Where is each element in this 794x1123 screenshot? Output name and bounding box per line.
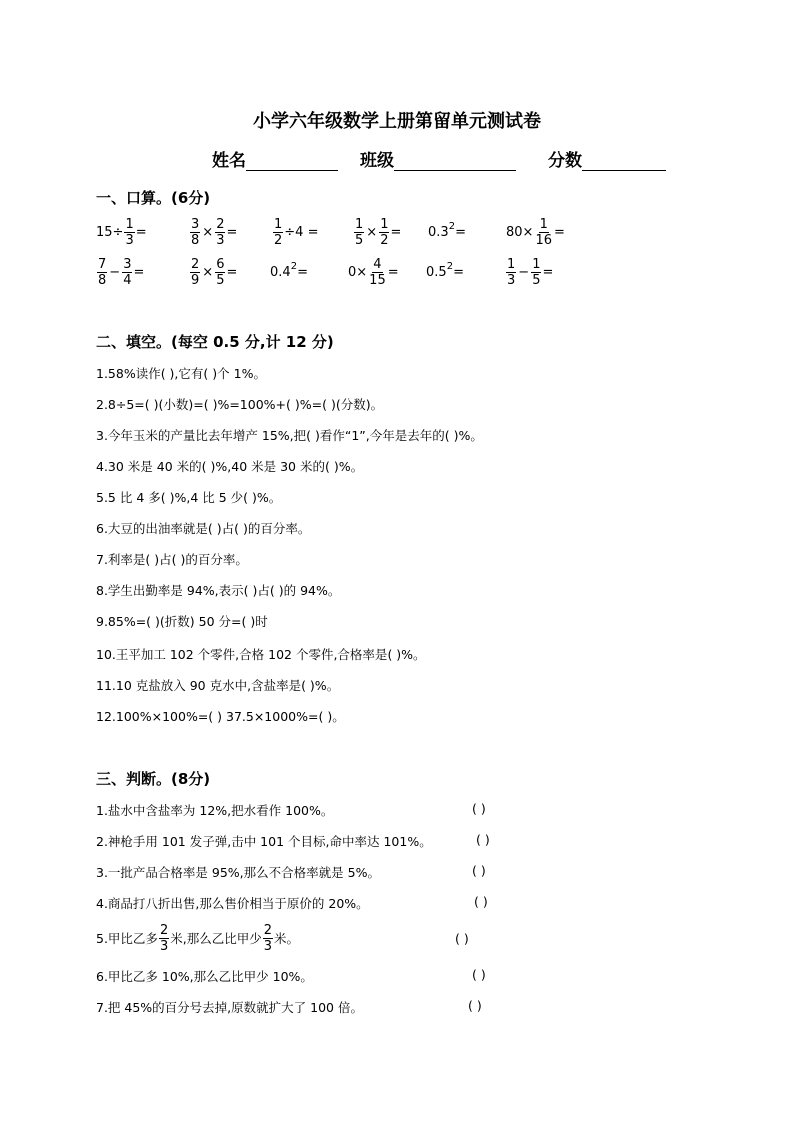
name-label: 姓名	[212, 151, 246, 171]
fill-item: 9.85%=( )(折数) 50 分=( )时	[96, 614, 268, 629]
name-blank[interactable]	[246, 152, 338, 171]
judge-item: 4.商品打八折出售,那么售价相当于原价的 20%。	[96, 896, 369, 911]
judge-item: 3.一批产品合格率是 95%,那么不合格率就是 5%。	[96, 865, 380, 880]
score-blank[interactable]	[582, 152, 666, 171]
calc-item: $\frac{1}{5}$ × $\frac{1}{2}$ =	[355, 216, 402, 248]
calc-item: $\frac{2}{9}$ × $\frac{6}{5}$ =	[191, 256, 238, 288]
section1-heading: 一、口算。(6分)	[96, 189, 211, 207]
page-title: 小学六年级数学上册第留单元测试卷	[253, 111, 541, 132]
name-field[interactable]	[212, 146, 338, 171]
fill-item: 5.5 比 4 多( )%,4 比 5 少( )%。	[96, 490, 282, 505]
fill-item: 12.100%×100%=( ) 37.5×1000%=( )。	[96, 709, 345, 724]
answer-blank[interactable]: ( )	[472, 967, 486, 982]
judge-item: 2.神枪手用 101 发子弹,击中 101 个目标,命中率达 101%。	[96, 834, 432, 849]
answer-blank[interactable]: ( )	[472, 801, 486, 816]
fill-item: 11.10 克盐放入 90 克水中,含盐率是( )%。	[96, 678, 340, 693]
answer-blank[interactable]: ( )	[476, 832, 490, 847]
answer-blank[interactable]: ( )	[472, 863, 486, 878]
answer-blank[interactable]: ( )	[474, 894, 488, 909]
calc-item: $\frac{1}{3}$ − $\frac{1}{5}$ =	[507, 256, 554, 288]
calc-item: 15÷ $\frac{1}{3}$ =	[96, 216, 147, 248]
calc-item: 80× $\frac{1}{16}$ =	[506, 216, 565, 248]
calc-item: 0.5 2 =	[426, 260, 464, 280]
fill-item: 7.利率是( )占( )的百分率。	[96, 552, 248, 567]
fill-item: 10.王平加工 102 个零件,合格 102 个零件,合格率是( )%。	[96, 647, 426, 662]
section2-heading: 二、填空。(每空 0.5 分,计 12 分)	[96, 333, 334, 351]
class-field[interactable]	[360, 146, 516, 171]
calc-item: 0.4 2 =	[270, 260, 308, 280]
fill-item: 8.学生出勤率是 94%,表示( )占( )的 94%。	[96, 583, 341, 598]
fill-item: 1.58%读作( ),它有( )个 1%。	[96, 366, 266, 381]
judge-item: 5.甲比乙多 $\frac{2}{3}$ 米,那么乙比甲少 $\frac{2}{3}$ 米。	[96, 922, 299, 954]
fill-item: 4.30 米是 40 米的( )%,40 米是 30 米的( )%。	[96, 459, 364, 474]
fill-item: 6.大豆的出油率就是( )占( )的百分率。	[96, 521, 311, 536]
judge-item: 1.盐水中含盐率为 12%,把水看作 100%。	[96, 803, 334, 818]
calc-item: $\frac{1}{2}$ ÷4 =	[274, 216, 319, 248]
calc-item: $\frac{7}{8}$ − $\frac{3}{4}$ =	[98, 256, 145, 288]
class-blank[interactable]	[394, 152, 516, 171]
calc-item: 0.3 2 =	[428, 220, 466, 240]
answer-blank[interactable]: ( )	[468, 998, 482, 1013]
score-label: 分数	[548, 151, 582, 171]
section3-heading: 三、判断。(8分)	[96, 770, 211, 788]
judge-item: 6.甲比乙多 10%,那么乙比甲少 10%。	[96, 969, 313, 984]
fill-item: 2.8÷5=( )(小数)=( )%=100%+( )%=( )(分数)。	[96, 397, 384, 412]
calc-item: 0× $\frac{4}{15}$ =	[348, 256, 399, 288]
fill-item: 3.今年玉米的产量比去年增产 15%,把( )看作“1”,今年是去年的( )%。	[96, 428, 483, 443]
judge-item: 7.把 45%的百分号去掉,原数就扩大了 100 倍。	[96, 1000, 363, 1015]
class-label: 班级	[360, 151, 394, 171]
calc-item: $\frac{3}{8}$ × $\frac{2}{3}$ =	[191, 216, 238, 248]
answer-blank[interactable]: ( )	[455, 931, 469, 946]
score-field[interactable]	[548, 146, 666, 171]
